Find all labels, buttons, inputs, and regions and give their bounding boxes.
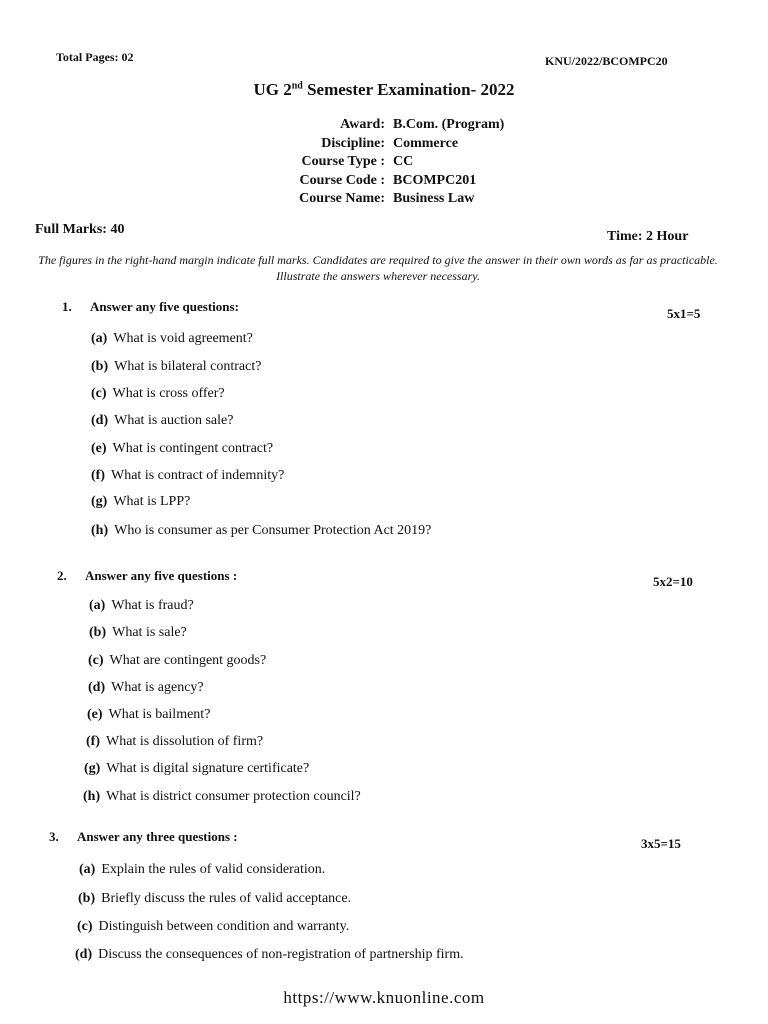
question-3a: [79, 862, 325, 878]
question-text: What is bilateral contract?: [114, 359, 262, 374]
meta-value: CC: [393, 154, 414, 169]
paper-code: KNU/2022/BCOMPC20: [545, 54, 668, 68]
question-2d: [88, 680, 204, 696]
question-text: What is sale?: [112, 625, 187, 640]
question-label: (a): [91, 331, 108, 346]
question-text: What is fraud?: [111, 598, 194, 613]
question-text: What is contract of indemnity?: [111, 468, 285, 483]
meta-row-course-name: [200, 190, 540, 209]
question-2a: [89, 598, 194, 614]
question-label: (c): [77, 919, 93, 934]
question-text: What is void agreement?: [113, 331, 253, 346]
meta-value: B.Com. (Program): [393, 117, 505, 132]
section-number: 2.: [57, 568, 67, 583]
question-text: What is auction sale?: [114, 413, 234, 428]
meta-row-award: [200, 116, 540, 135]
meta-value: Business Law: [393, 191, 475, 206]
question-2e: [87, 707, 210, 723]
section-heading-text: Answer any five questions :: [85, 568, 238, 583]
question-1f: [91, 468, 284, 484]
section-1-heading: [62, 299, 239, 315]
meta-value: BCOMPC201: [393, 172, 477, 188]
time-allowed: Time: 2 Hour: [607, 229, 689, 244]
question-text: Explain the rules of valid consideration.: [101, 862, 326, 877]
exam-title-suffix: Semester Examination- 2022: [302, 80, 515, 99]
question-2g: [84, 761, 309, 777]
section-2-marks: 5x2=10: [653, 574, 693, 589]
question-label: (f): [91, 468, 105, 483]
question-label: (g): [91, 494, 108, 509]
exam-title-sup: nd: [291, 80, 303, 92]
question-3c: [77, 919, 349, 935]
question-text: Discuss the consequences of non-registration of partnership firm.: [98, 947, 464, 962]
meta-label: Award:: [340, 117, 385, 132]
question-label: (a): [89, 598, 106, 613]
section-1-marks: 5x1=5: [667, 306, 701, 321]
question-label: (h): [83, 789, 101, 804]
question-text: What is bailment?: [108, 707, 211, 722]
question-2c: [88, 653, 266, 669]
question-label: (c): [88, 653, 104, 668]
question-label: (d): [91, 413, 109, 428]
question-1h: [91, 523, 431, 539]
section-heading-text: Answer any three questions :: [77, 829, 238, 844]
section-heading-text: Answer any five questions:: [90, 299, 239, 314]
question-text: What are contingent goods?: [109, 653, 267, 668]
meta-label: Course Name:: [299, 191, 385, 206]
question-text: What is digital signature certificate?: [106, 761, 310, 776]
meta-row-course-type: [200, 153, 540, 172]
question-label: (b): [91, 359, 109, 374]
full-marks: Full Marks: 40: [35, 222, 125, 237]
total-pages: Total Pages: 02: [56, 50, 134, 64]
question-text: Distinguish between condition and warranty.: [98, 919, 350, 934]
question-text: What is LPP?: [113, 494, 191, 509]
question-3d: [75, 947, 464, 963]
section-3-heading: [49, 829, 238, 845]
question-label: (g): [84, 761, 101, 776]
question-1c: [91, 386, 225, 402]
question-2b: [89, 625, 187, 641]
question-3b: [78, 891, 351, 907]
footer-url: https://www.knuonline.com: [283, 988, 485, 1007]
course-meta: [200, 116, 540, 209]
question-2f: [86, 734, 263, 750]
meta-row-discipline: [200, 135, 540, 154]
meta-label: Course Type :: [301, 154, 385, 169]
question-text: Briefly discuss the rules of valid acceptance.: [101, 891, 352, 906]
question-text: What is agency?: [111, 680, 204, 695]
meta-label: Discipline:: [321, 135, 385, 151]
question-1b: [91, 359, 261, 375]
meta-value: Commerce: [393, 135, 459, 151]
exam-title: [0, 80, 768, 100]
question-2h: [83, 789, 361, 805]
question-1g: [91, 494, 190, 510]
question-text: What is dissolution of firm?: [106, 734, 264, 749]
meta-label: Course Code :: [299, 172, 385, 188]
question-label: (d): [88, 680, 106, 695]
question-1d: [91, 413, 233, 429]
section-3-marks: 3x5=15: [641, 836, 681, 851]
question-label: (c): [91, 386, 107, 401]
question-text: What is contingent contract?: [112, 441, 274, 456]
meta-row-course-code: [200, 172, 540, 191]
section-number: 1.: [62, 299, 72, 314]
question-label: (h): [91, 523, 109, 538]
question-label: (e): [91, 441, 107, 456]
question-label: (d): [75, 947, 93, 962]
question-1a: [91, 331, 253, 347]
instructions: The figures in the right-hand margin indicate full marks. Candidates are required to give the answer in their own words as far as practicable. Illustrate the answers wherever necessary.: [38, 253, 718, 283]
question-text: Who is consumer as per Consumer Protection Act 2019?: [114, 523, 432, 538]
question-label: (a): [79, 862, 96, 877]
exam-title-prefix: UG 2: [253, 80, 292, 99]
question-text: What is cross offer?: [112, 386, 225, 401]
section-2-heading: [57, 568, 237, 584]
question-label: (b): [78, 891, 96, 906]
question-label: (b): [89, 625, 107, 640]
question-text: What is district consumer protection council?: [106, 789, 361, 804]
section-number: 3.: [49, 829, 59, 844]
question-label: (f): [86, 734, 100, 749]
question-1e: [91, 441, 273, 457]
question-label: (e): [87, 707, 103, 722]
